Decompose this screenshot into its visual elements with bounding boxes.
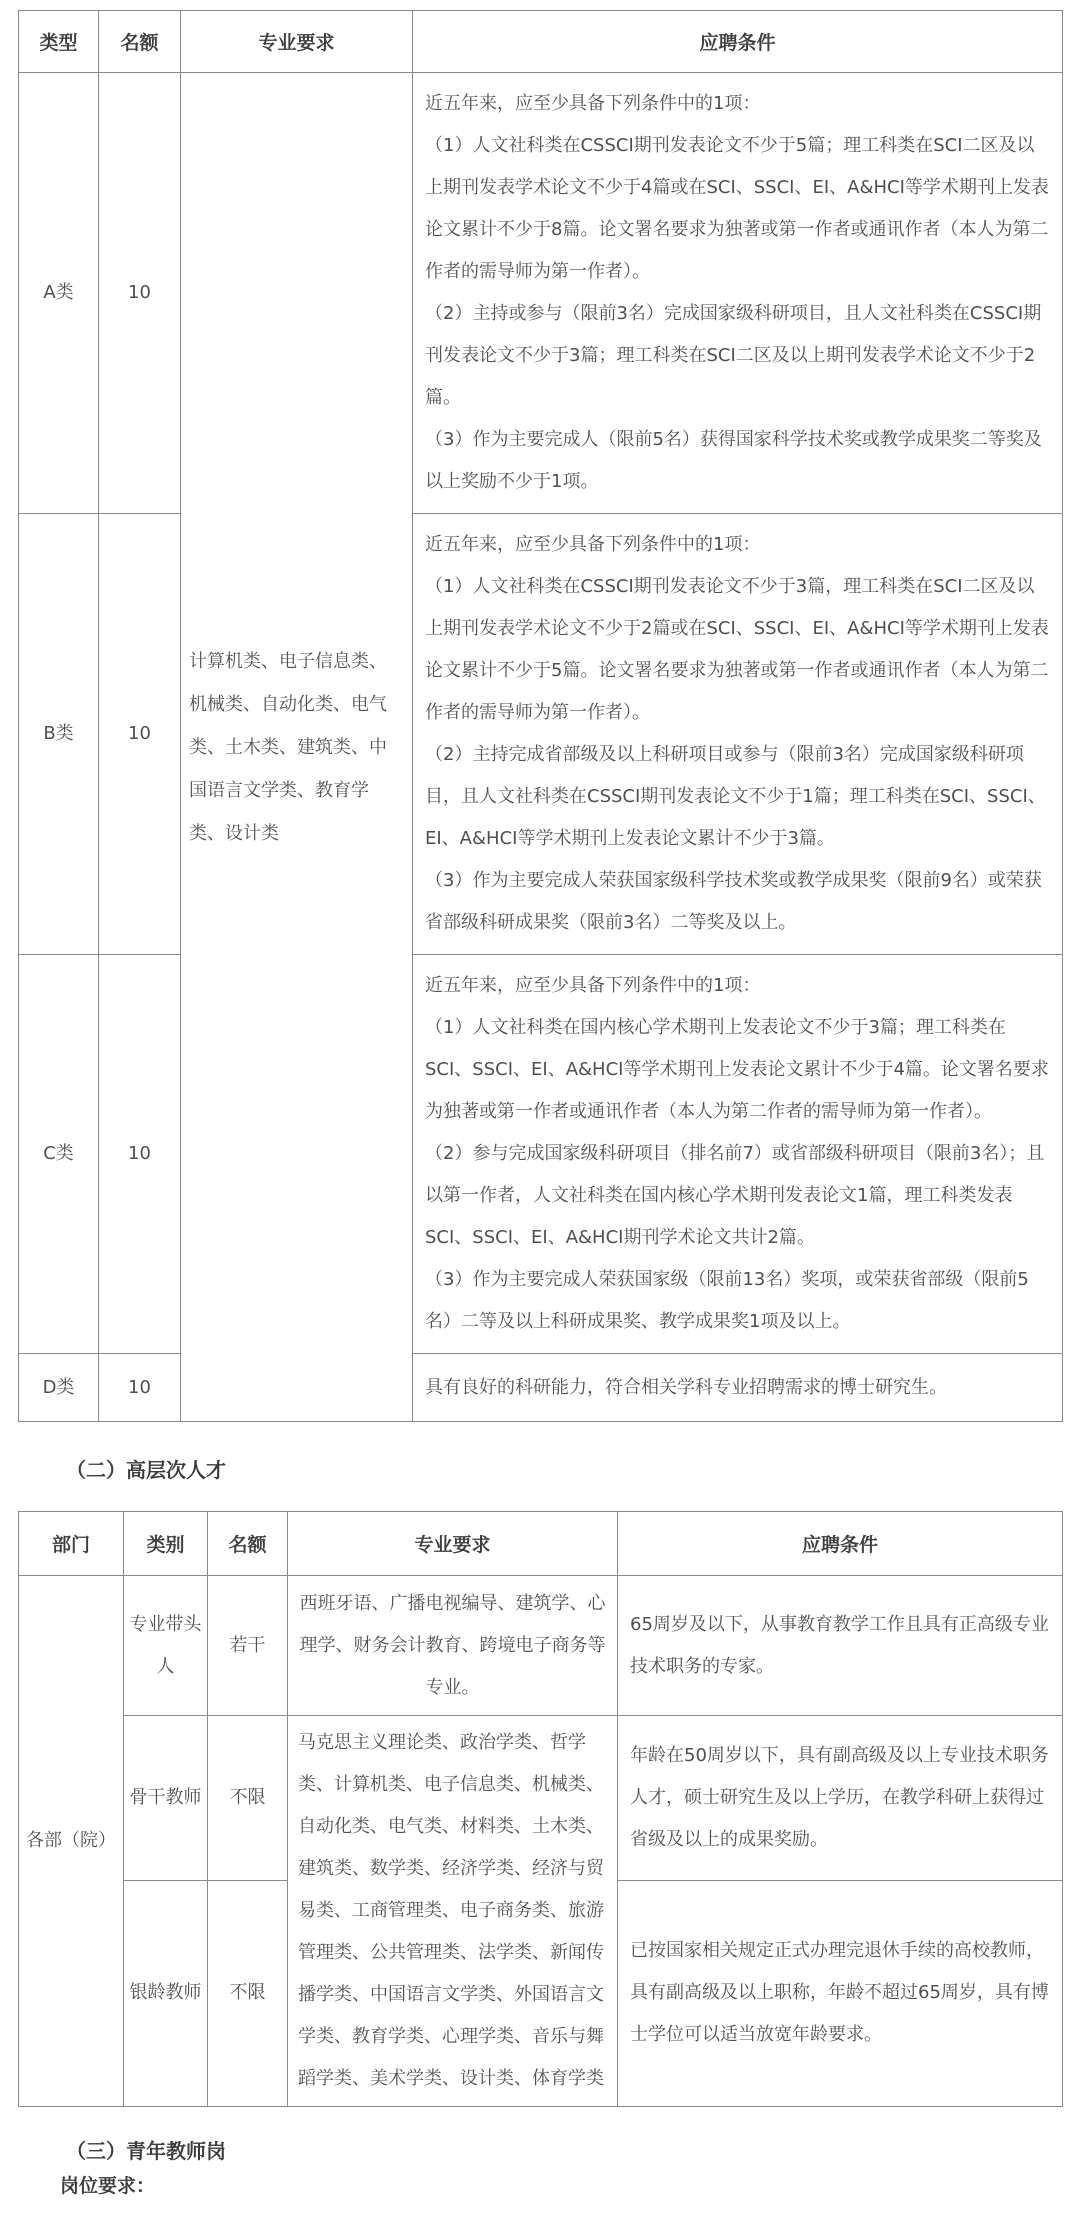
- table1-header-row: [19, 11, 1063, 73]
- quota-silver-cell: 不限: [208, 1880, 288, 2106]
- condition-paragraph: 具有良好的科研能力，符合相关学科专业招聘需求的博士研究生。: [425, 1376, 947, 1398]
- talent-category-table: [18, 10, 1063, 1422]
- condition-paragraph: 近五年来，应至少具备下列条件中的1项：: [425, 93, 761, 114]
- condition-paragraph: （3）作为主要完成人荣获国家级科学技术奖或教学成果奖（限前9名）或荣获省部级科研成果奖（限前3名）二等奖及以上。: [425, 870, 1042, 933]
- major-requirements-merged-cell: 计算机类、电子信息类、机械类、自动化类、电气类、土木类、建筑类、中国语言文学类、教育学类、设计类: [181, 73, 413, 1422]
- condition-paragraph: （2）主持完成省部级及以上科研项目或参与（限前3名）完成国家级科研项目，且人文社科类在CSSCI期刊发表论文不少于1篇；理工科类在SCI、SSCI、EI、A&HCI等学术期刊上发表论文累计不少于3篇。: [425, 744, 1046, 849]
- major-requirements-merged-cell-2: 马克思主义理论类、政治学类、哲学类、计算机类、电子信息类、机械类、自动化类、电气类、材料类、土木类、建筑类、数学类、经济学类、经济与贸易类、工商管理类、电子商务类、旅游管理类、公共管理类、法学类、新闻传播学类、中国语言文学类、外国语言文学类、教育学类、心理学类、音乐与舞蹈学类、美术学类、设计类、体育学类: [288, 1716, 618, 2107]
- row-b-conditions: [413, 514, 1063, 955]
- conditions-leader-cell: 65周岁及以下，从事教育教学工作且具有正高级专业技术职务的专家。: [618, 1576, 1063, 1716]
- quota-leader-cell: 若干: [208, 1576, 288, 1716]
- quota-backbone-cell: 不限: [208, 1716, 288, 1881]
- condition-paragraph: （2）主持或参与（限前3名）完成国家级科研项目，且人文社科类在CSSCI期刊发表论文不少于3篇；理工科类在SCI二区及以上期刊发表学术论文不少于2篇。: [425, 303, 1042, 408]
- row-d-type: D类: [19, 1354, 99, 1422]
- table2-header-row: [19, 1512, 1063, 1576]
- category-leader-cell: 专业带头人: [124, 1576, 208, 1716]
- major-leader-cell: 西班牙语、广播电视编导、建筑学、心理学、财务会计教育、跨境电子商务等专业。: [288, 1576, 618, 1716]
- section-heading-young-teacher: （三）青年教师岗: [66, 2139, 226, 2163]
- table-row-c: [19, 955, 1063, 1354]
- col-header-major: 专业要求: [181, 11, 413, 73]
- col-header-quota: 名额: [99, 11, 181, 73]
- row-a-quota: 10: [99, 73, 181, 514]
- col-header-major2: 专业要求: [288, 1512, 618, 1576]
- condition-paragraph: （1）人文社科类在CSSCI期刊发表论文不少于5篇；理工科类在SCI二区及以上期刊发表学术论文不少于4篇或在SCI、SSCI、EI、A&HCI等学术期刊上发表论文累计不少于8篇。论文署名要求为独著或第一作者或通讯作者（本人为第二作者的需导师为第一作者）。: [425, 135, 1049, 282]
- row-c-type: C类: [19, 955, 99, 1354]
- condition-paragraph: （1）人文社科类在CSSCI期刊发表论文不少于3篇，理工科类在SCI二区及以上期刊发表学术论文不少于2篇或在SCI、SSCI、EI、A&HCI等学术期刊上发表论文累计不少于5篇。论文署名要求为独著或第一作者或通讯作者（本人为第二作者的需导师为第一作者）。: [425, 576, 1049, 723]
- table-row-leader: [19, 1576, 1063, 1716]
- condition-paragraph: （3）作为主要完成人（限前5名）获得国家科学技术奖或教学成果奖二等奖及以上奖励不少于1项。: [425, 429, 1042, 492]
- condition-paragraph: 近五年来，应至少具备下列条件中的1项：: [425, 975, 761, 996]
- col-header-type: 类型: [19, 11, 99, 73]
- row-c-quota: 10: [99, 955, 181, 1354]
- table-row-d: [19, 1354, 1063, 1422]
- category-backbone-cell: 骨干教师: [124, 1716, 208, 1881]
- table-row-b: [19, 514, 1063, 955]
- col-header-category: 类别: [124, 1512, 208, 1576]
- high-level-talent-table: [18, 1511, 1063, 2107]
- conditions-silver-cell: 已按国家相关规定正式办理完退休手续的高校教师，具有副高级及以上职称，年龄不超过65周岁，具有博士学位可以适当放宽年龄要求。: [618, 1880, 1063, 2106]
- row-d-quota: 10: [99, 1354, 181, 1422]
- col-header-quota2: 名额: [208, 1512, 288, 1576]
- col-header-department: 部门: [19, 1512, 124, 1576]
- row-d-conditions: [413, 1354, 1063, 1422]
- department-merged-cell: 各部（院）: [19, 1576, 124, 2107]
- condition-paragraph: （2）参与完成国家级科研项目（排名前7）或省部级科研项目（限前3名）；且以第一作者，人文社科类在国内核心学术期刊发表论文1篇，理工科类发表SCI、SSCI、EI、A&HCI期刊学术论文共计2篇。: [425, 1143, 1045, 1248]
- row-b-type: B类: [19, 514, 99, 955]
- table-row-backbone: [19, 1716, 1063, 1881]
- row-a-conditions: [413, 73, 1063, 514]
- row-c-conditions: [413, 955, 1063, 1354]
- post-requirements-label: 岗位要求：: [60, 2175, 156, 2197]
- row-b-quota: 10: [99, 514, 181, 955]
- col-header-conditions2: 应聘条件: [618, 1512, 1063, 1576]
- row-a-type: A类: [19, 73, 99, 514]
- category-silver-cell: 银龄教师: [124, 1880, 208, 2106]
- section-heading-high-level-talent: （二）高层次人才: [66, 1458, 226, 1482]
- condition-paragraph: （3）作为主要完成人荣获国家级（限前13名）奖项，或荣获省部级（限前5名）二等及以上科研成果奖、教学成果奖1项及以上。: [425, 1269, 1029, 1332]
- condition-paragraph: 近五年来，应至少具备下列条件中的1项：: [425, 534, 761, 555]
- table-row-a: [19, 73, 1063, 514]
- condition-paragraph: （1）人文社科类在国内核心学术期刊上发表论文不少于3篇；理工科类在SCI、SSCI、EI、A&HCI等学术期刊上发表论文累计不少于4篇。论文署名要求为独著或第一作者或通讯作者（本人为第二作者的需导师为第一作者）。: [425, 1017, 1049, 1122]
- conditions-backbone-cell: 年龄在50周岁以下，具有副高级及以上专业技术职务人才，硕士研究生及以上学历，在教学科研上获得过省级及以上的成果奖励。: [618, 1716, 1063, 1881]
- col-header-conditions: 应聘条件: [413, 11, 1063, 73]
